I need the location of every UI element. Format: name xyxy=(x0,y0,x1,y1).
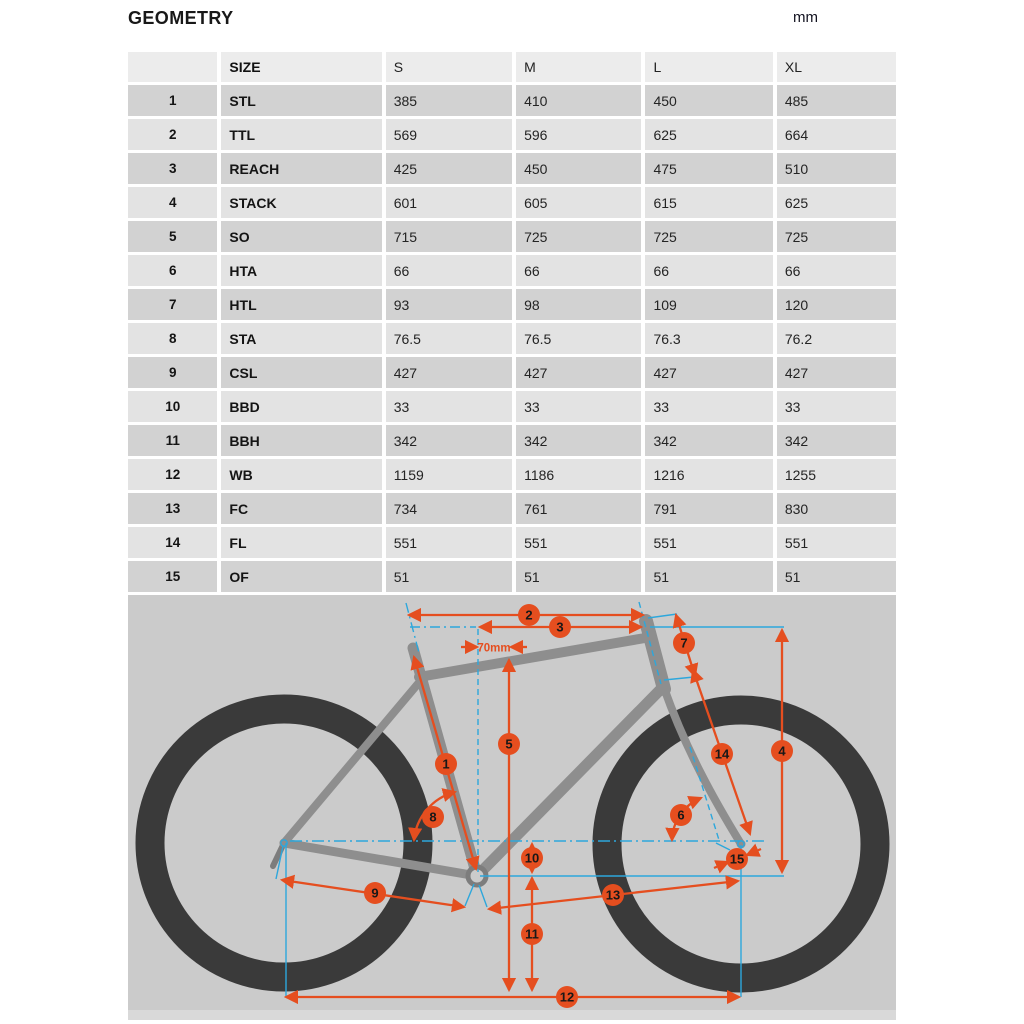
svg-text:8: 8 xyxy=(429,809,437,825)
cell-s: 427 xyxy=(386,357,516,391)
row-label: HTL xyxy=(221,289,385,323)
cell-xl: 830 xyxy=(777,493,896,527)
cell-s: 715 xyxy=(386,221,516,255)
cell-l: 33 xyxy=(645,391,776,425)
cell-l: 450 xyxy=(645,85,776,119)
row-label: FC xyxy=(221,493,385,527)
table-row xyxy=(128,493,896,527)
table-row xyxy=(128,119,896,153)
svg-text:2: 2 xyxy=(525,607,533,623)
row-index: 12 xyxy=(128,459,221,493)
row-label: CSL xyxy=(221,357,385,391)
row-label: BBH xyxy=(221,425,385,459)
cell-m: 342 xyxy=(516,425,645,459)
cell-l: 109 xyxy=(645,289,776,323)
cell-s: 1159 xyxy=(386,459,516,493)
table-row xyxy=(128,221,896,255)
page-bottom-strip xyxy=(128,1010,896,1020)
row-index: 14 xyxy=(128,527,221,561)
cell-m: 51 xyxy=(516,561,645,595)
cell-s: 66 xyxy=(386,255,516,289)
cell-m: 98 xyxy=(516,289,645,323)
cell-xl: 342 xyxy=(777,425,896,459)
row-label: REACH xyxy=(221,153,385,187)
row-index: 11 xyxy=(128,425,221,459)
cell-m: 596 xyxy=(516,119,645,153)
svg-text:9: 9 xyxy=(371,885,379,901)
table-row xyxy=(128,357,896,391)
htl-tick-bottom xyxy=(664,677,694,680)
cell-xl: 51 xyxy=(777,561,896,595)
cell-l: 51 xyxy=(645,561,776,595)
bb-tick-left xyxy=(465,884,474,906)
svg-text:7: 7 xyxy=(680,635,688,651)
row-index: 1 xyxy=(128,85,221,119)
row-index: 15 xyxy=(128,561,221,595)
head-tube xyxy=(646,621,664,689)
page-title: GEOMETRY xyxy=(128,8,234,28)
unit-label: mm xyxy=(793,9,818,26)
table-row xyxy=(128,391,896,425)
dim-marker-11 xyxy=(521,923,543,945)
cell-l: 1216 xyxy=(645,459,776,493)
row-label: BBD xyxy=(221,391,385,425)
row-index: 2 xyxy=(128,119,221,153)
cell-s: 551 xyxy=(386,527,516,561)
dim-marker-13 xyxy=(602,884,624,906)
col-header-size: SIZE xyxy=(221,52,385,85)
svg-text:4: 4 xyxy=(778,743,786,759)
col-header-m: M xyxy=(516,52,645,85)
dim-marker-2 xyxy=(518,604,540,626)
cell-l: 66 xyxy=(645,255,776,289)
row-label: STACK xyxy=(221,187,385,221)
cell-m: 450 xyxy=(516,153,645,187)
cell-xl: 76.2 xyxy=(777,323,896,357)
dim-marker-1 xyxy=(435,753,457,775)
row-index: 5 xyxy=(128,221,221,255)
cell-s: 342 xyxy=(386,425,516,459)
table-row xyxy=(128,425,896,459)
cell-xl: 1255 xyxy=(777,459,896,493)
cell-m: 551 xyxy=(516,527,645,561)
htl-tick-top xyxy=(648,614,677,618)
row-index: 6 xyxy=(128,255,221,289)
bike-geometry-diagram xyxy=(128,595,896,1010)
row-label: WB xyxy=(221,459,385,493)
cell-s: 385 xyxy=(386,85,516,119)
geometry-table xyxy=(128,52,896,595)
table-row xyxy=(128,153,896,187)
svg-text:12: 12 xyxy=(559,989,575,1005)
cell-m: 33 xyxy=(516,391,645,425)
col-header-index xyxy=(128,52,221,85)
top-tube xyxy=(419,638,645,677)
dim-marker-14 xyxy=(711,743,733,765)
cell-s: 601 xyxy=(386,187,516,221)
dim-marker-4 xyxy=(771,740,793,762)
cell-m: 605 xyxy=(516,187,645,221)
dim-marker-12 xyxy=(556,986,578,1008)
cell-m: 1186 xyxy=(516,459,645,493)
svg-text:10: 10 xyxy=(524,850,540,866)
cell-l: 725 xyxy=(645,221,776,255)
row-index: 8 xyxy=(128,323,221,357)
front-offset-tick xyxy=(716,843,730,850)
cell-s: 569 xyxy=(386,119,516,153)
row-index: 13 xyxy=(128,493,221,527)
dim-marker-6 xyxy=(670,804,692,826)
svg-text:1: 1 xyxy=(442,756,450,772)
cell-m: 76.5 xyxy=(516,323,645,357)
svg-text:15: 15 xyxy=(729,851,745,867)
dim-offset-arrow-b xyxy=(747,849,761,855)
cell-m: 410 xyxy=(516,85,645,119)
cell-s: 76.5 xyxy=(386,323,516,357)
cell-xl: 551 xyxy=(777,527,896,561)
row-label: TTL xyxy=(221,119,385,153)
cell-l: 342 xyxy=(645,425,776,459)
dim-marker-3 xyxy=(549,616,571,638)
page-header xyxy=(128,8,896,52)
row-label: OF xyxy=(221,561,385,595)
cell-s: 33 xyxy=(386,391,516,425)
cell-l: 625 xyxy=(645,119,776,153)
table-row xyxy=(128,85,896,119)
cell-m: 761 xyxy=(516,493,645,527)
cell-xl: 625 xyxy=(777,187,896,221)
table-row xyxy=(128,323,896,357)
svg-text:11: 11 xyxy=(525,926,539,942)
cell-xl: 66 xyxy=(777,255,896,289)
cell-m: 66 xyxy=(516,255,645,289)
svg-text:14: 14 xyxy=(714,746,730,762)
row-label: STL xyxy=(221,85,385,119)
dim-marker-9 xyxy=(364,882,386,904)
cell-xl: 33 xyxy=(777,391,896,425)
dim-offset-arrow-a xyxy=(714,862,728,868)
col-header-xl: XL xyxy=(777,52,896,85)
table-row xyxy=(128,459,896,493)
col-header-l: L xyxy=(645,52,776,85)
cell-xl: 725 xyxy=(777,221,896,255)
table-row xyxy=(128,527,896,561)
table-row xyxy=(128,255,896,289)
row-label: SO xyxy=(221,221,385,255)
cell-xl: 120 xyxy=(777,289,896,323)
cell-l: 76.3 xyxy=(645,323,776,357)
bike-geometry-svg xyxy=(128,595,896,1010)
cell-m: 725 xyxy=(516,221,645,255)
dimension-markers xyxy=(364,604,793,1008)
cell-l: 475 xyxy=(645,153,776,187)
row-index: 9 xyxy=(128,357,221,391)
cell-xl: 510 xyxy=(777,153,896,187)
row-index: 3 xyxy=(128,153,221,187)
svg-text:13: 13 xyxy=(605,887,621,903)
cell-s: 51 xyxy=(386,561,516,595)
table-row xyxy=(128,561,896,595)
table-header xyxy=(128,52,896,85)
table-body xyxy=(128,85,896,595)
table-row xyxy=(128,289,896,323)
dim-marker-10 xyxy=(521,847,543,869)
cell-l: 791 xyxy=(645,493,776,527)
cell-m: 427 xyxy=(516,357,645,391)
header-row xyxy=(128,52,896,85)
row-index: 10 xyxy=(128,391,221,425)
row-index: 4 xyxy=(128,187,221,221)
svg-text:3: 3 xyxy=(556,619,564,635)
cell-s: 734 xyxy=(386,493,516,527)
cell-l: 551 xyxy=(645,527,776,561)
dim-marker-7 xyxy=(673,632,695,654)
row-label: FL xyxy=(221,527,385,561)
chainstay xyxy=(284,843,477,876)
dim-70mm-label: 70mm xyxy=(477,642,511,655)
cell-xl: 664 xyxy=(777,119,896,153)
cell-l: 427 xyxy=(645,357,776,391)
dim-marker-15 xyxy=(726,848,748,870)
col-header-s: S xyxy=(386,52,516,85)
cell-xl: 485 xyxy=(777,85,896,119)
dim-marker-8 xyxy=(422,806,444,828)
table-row xyxy=(128,187,896,221)
bb-tick-right xyxy=(479,885,487,907)
svg-text:6: 6 xyxy=(677,807,685,823)
cell-xl: 427 xyxy=(777,357,896,391)
row-index: 7 xyxy=(128,289,221,323)
cell-l: 615 xyxy=(645,187,776,221)
cell-s: 93 xyxy=(386,289,516,323)
dim-marker-5 xyxy=(498,733,520,755)
svg-text:5: 5 xyxy=(505,736,513,752)
row-label: HTA xyxy=(221,255,385,289)
cell-s: 425 xyxy=(386,153,516,187)
row-label: STA xyxy=(221,323,385,357)
